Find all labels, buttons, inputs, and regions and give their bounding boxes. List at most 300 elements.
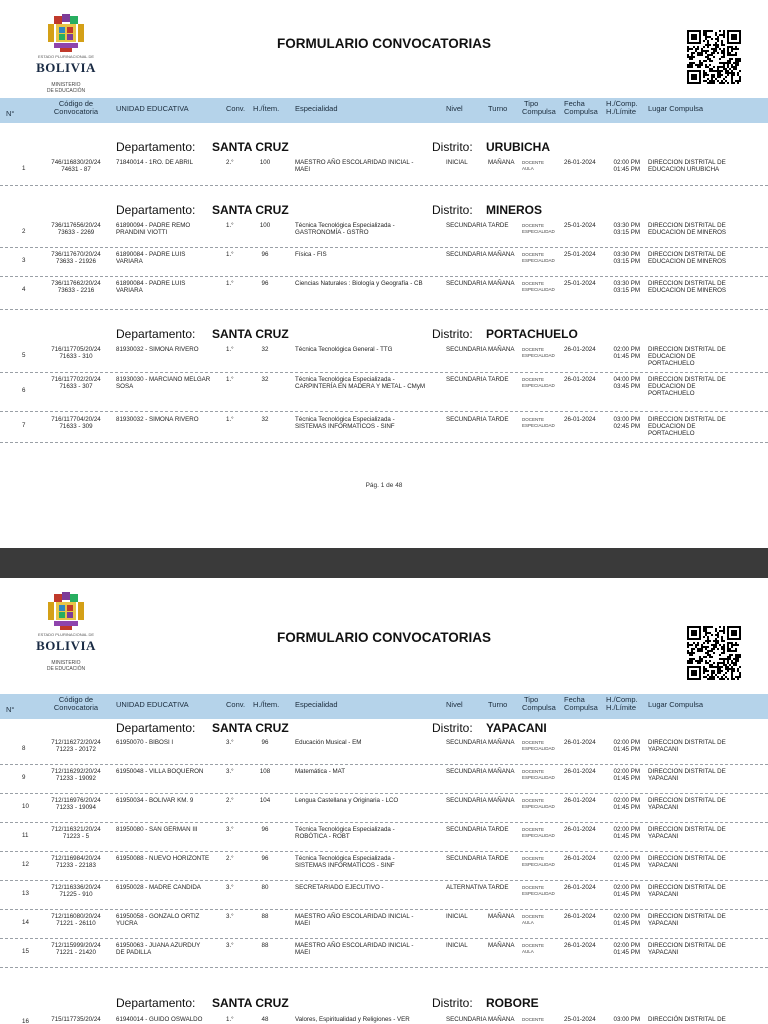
row-hora-1: 02:00 PM [613,942,640,949]
table-header [0,98,768,123]
row-tipo [522,943,558,954]
row-lugar [648,1016,756,1023]
row-lugar-1: DIRECCION DISTRITAL DE [648,797,726,804]
row-lugar-2: YAPACANI [648,949,679,956]
dept-name: SANTA CRUZ [212,721,289,735]
row-especialidad [295,1016,443,1023]
row-code [44,159,108,173]
row-unidad-1: 61950058 - GONZALO ORTIZ [116,913,200,920]
row-especialidad [295,884,443,891]
row-item: 96 [261,280,269,287]
row-lugar-2: YAPACANI [648,775,679,782]
row-code [44,346,108,360]
row-lugar [648,376,756,397]
row-lugar-1: DIRECCION DISTRITAL DE [648,251,726,258]
table-row [0,883,768,910]
row-unidad [116,346,224,353]
row-lugar [648,942,756,956]
row-tipo-1: DOCENTE [522,827,545,832]
row-esp-2: GASTRONOMÍA - GSTRO [295,229,369,236]
row-nivel: SECUNDARIA [446,797,487,804]
row-especialidad [295,797,443,804]
row-hora-1: 02:00 PM [613,768,640,775]
row-item: 104 [259,797,271,804]
row-hora-1: 04:00 PM [613,376,640,383]
qr-code-icon [687,30,741,84]
row-tipo-1: DOCENTE [522,885,545,890]
row-turno: MAÑANA [488,346,515,353]
row-unidad-1: 81930030 - MARCIANO MELGAR [116,376,211,383]
row-code [44,913,108,927]
row-esp-1: Técnica Tecnológica Especializada - [295,376,395,383]
col-fecha-2: Compulsa [564,703,598,712]
row-code [44,251,108,265]
col-item: H./Ítem. [253,104,280,113]
table-header [0,694,768,719]
row-lugar-2: YAPACANI [648,746,679,753]
row-tipo [522,223,558,234]
row-item: 100 [259,222,271,229]
row-tipo-2: ESPECIALIDAD [522,832,555,838]
col-fecha-1: Fecha [564,695,585,704]
row-lugar-2: EDUCACION DE MINEROS [648,229,727,236]
row-code-2: 73633 - 21926 [56,258,96,265]
row-code [44,884,108,898]
row-lugar-2: EDUCACION DE MINEROS [648,258,727,265]
row-conv: 2.° [226,797,234,804]
row-lugar-1: DIRECCION DISTRITAL DE [648,826,726,833]
row-turno: MAÑANA [488,942,515,949]
row-esp-1: MAESTRO AÑO ESCOLARIDAD INICIAL - [295,942,414,949]
row-tipo [522,347,558,358]
row-number: 10 [22,803,29,810]
logo-state-label: ESTADO PLURINACIONAL DE [37,632,94,637]
col-codigo-2: Convocatoria [53,107,99,116]
row-lugar-2: YAPACANI [648,920,679,927]
row-turno: MAÑANA [488,280,515,287]
row-tipo [522,252,558,263]
col-especialidad: Especialidad [295,700,338,709]
row-code-2: 71233 - 19092 [56,775,96,782]
row-unidad-1: 71840014 - 1RO. DE ABRIL [116,159,194,166]
row-code [44,855,108,869]
table-row [0,738,768,765]
row-fecha: 26-01-2024 [564,739,596,746]
page-number: Pág. 1 de 48 [365,482,403,489]
row-hora [606,346,640,360]
col-item: H./Ítem. [253,700,280,709]
row-hora [606,797,640,811]
row-conv: 1.° [226,1016,234,1023]
row-code-2: 71233 - 19094 [56,804,96,811]
row-esp-1: Técnica Tecnológica Especializada - [295,416,395,423]
row-item: 88 [261,942,269,949]
row-hora-2: 01:45 PM [613,949,640,956]
row-code-2: 71223 - 5 [62,833,90,840]
row-lugar-1: DIRECCION DISTRITAL DE [648,913,726,920]
row-code-1: 716/117705/20/24 [51,346,101,353]
row-tipo-1: DOCENTE [522,769,545,774]
row-number: 6 [22,387,26,394]
row-esp-1: Técnica Tecnológica General - TTG [295,346,393,353]
row-code [44,222,108,236]
row-esp-2: MAEI [295,166,311,173]
dept-name: SANTA CRUZ [212,327,289,341]
row-unidad-1: 61890094 - PADRE REMO [116,222,191,229]
col-n: N° [6,705,15,714]
table-row [0,158,768,186]
row-lugar [648,280,756,294]
row-code [44,768,108,782]
table-row [0,1015,768,1024]
row-unidad-2: YUCRA [116,920,138,927]
row-tipo [522,1017,558,1023]
row-unidad-1: 61950070 - BIBOSI I [116,739,174,746]
row-conv: 3.° [226,913,234,920]
row-especialidad [295,942,443,956]
row-hora-1: 02:00 PM [613,826,640,833]
row-tipo-1: DOCENTE [522,281,545,286]
row-hora-2: 03:45 PM [613,383,640,390]
row-esp-2: SISTEMAS INFORMATICOS - SINF [295,862,395,869]
row-unidad-1: 61950034 - BOLIVAR KM. 9 [116,797,194,804]
row-hora [606,159,640,173]
row-nivel: INICIAL [446,942,468,949]
row-tipo [522,914,558,925]
row-tipo-2: ESPECIALIDAD [522,382,555,388]
row-code-1: 712/116984/20/24 [51,855,101,862]
row-code-1: 736/117662/20/24 [51,280,101,287]
row-esp-1: Valores, Espiritualidad y Religiones - VER [295,1016,410,1023]
row-tipo [522,856,558,867]
row-nivel: SECUNDARIA [446,855,487,862]
row-conv: 1.° [226,376,234,383]
row-tipo-2: ESPECIALIDAD [522,228,555,234]
row-lugar-2: EDUCACION DE [648,383,696,390]
row-code-1: 736/117670/20/24 [51,251,101,258]
col-hcomp-2: H./Límite [606,107,637,116]
col-conv: Conv. [226,104,246,113]
table-row [0,767,768,794]
row-unidad-1: 61890084 - PADRE LUIS [116,280,186,287]
row-hora-1: 02:00 PM [613,855,640,862]
dept-label: Departamento: [116,996,196,1010]
row-conv: 1.° [226,416,234,423]
dept-name: SANTA CRUZ [212,140,289,154]
row-number: 13 [22,890,29,897]
row-code-2: 73633 - 2269 [57,229,95,236]
row-code [44,416,108,430]
district-label: Distrito: [432,721,473,735]
row-lugar-1: DIRECCION DISTRITAL DE [648,416,726,423]
row-item: 96 [261,855,269,862]
row-fecha: 26-01-2024 [564,797,596,804]
row-tipo-1: DOCENTE [522,914,545,919]
row-especialidad [295,826,443,840]
row-conv: 1.° [226,346,234,353]
row-code-2: 71633 - 309 [59,423,93,430]
row-lugar-3: PORTACHUELO [648,390,695,397]
row-number: 15 [22,948,29,955]
row-unidad-2: SOSA [116,383,134,390]
row-lugar-3: PORTACHUELO [648,360,695,367]
row-unidad-1: 61950088 - NUEVO HORIZONTE [116,855,210,862]
row-fecha: 25-01-2024 [564,222,596,229]
row-item: 32 [261,376,269,383]
row-especialidad [295,159,443,173]
row-item: 80 [261,884,269,891]
row-tipo-2: ESPECIALIDAD [522,890,555,896]
row-fecha: 26-01-2024 [564,884,596,891]
logo-ministry-line-2: DE EDUCACIÓN [46,88,86,94]
row-code-1: 712/116336/20/24 [51,884,101,891]
row-hora [606,251,640,265]
row-esp-2: ROBÓTICA - ROBT [295,833,350,840]
row-lugar [648,159,756,173]
dept-label: Departamento: [116,140,196,154]
row-conv: 1.° [226,251,234,258]
row-tipo-2: AULA [522,165,534,171]
row-nivel: INICIAL [446,913,468,920]
logo-country: BOLIVIA [36,638,96,653]
table-row [0,221,768,248]
row-code-2: 71223 - 20172 [56,746,96,753]
district-label: Distrito: [432,996,473,1010]
row-lugar-2: EDUCACION DE [648,353,696,360]
row-unidad-1: 61950063 - JUANA AZURDUY [116,942,201,949]
row-unidad [116,159,224,166]
row-unidad-2: DE PADILLA [116,949,152,956]
table-row [0,941,768,968]
row-tipo-2: ESPECIALIDAD [522,352,555,358]
row-especialidad [295,416,443,430]
row-code-1: 712/116292/20/24 [51,768,101,775]
row-tipo [522,377,558,388]
row-fecha: 26-01-2024 [564,942,596,949]
row-code-1: 746/116830/20/24 [51,159,101,166]
row-tipo [522,740,558,751]
row-nivel: SECUNDARIA [446,1016,487,1023]
row-item: 96 [261,739,269,746]
row-tipo-1: DOCENTE [522,223,545,228]
col-unidad: UNIDAD EDUCATIVA [116,700,189,709]
table-row [0,279,768,310]
row-lugar [648,346,756,367]
row-code-2: 71233 - 22183 [56,862,96,869]
row-tipo-1: DOCENTE [522,417,545,422]
table-row [0,250,768,277]
row-hora-2: 01:45 PM [613,862,640,869]
row-tipo-1: DOCENTE [522,1017,545,1022]
row-code [44,797,108,811]
row-number: 9 [22,774,26,781]
logo-ministry-line-2: DE EDUCACIÓN [46,666,86,672]
logo-state-label: ESTADO PLURINACIONAL DE [37,54,94,59]
row-conv: 3.° [226,884,234,891]
row-unidad [116,768,224,775]
row-lugar-1: DIRECCION DISTRITAL DE [648,280,726,287]
row-item: 96 [261,251,269,258]
district-label: Distrito: [432,140,473,154]
row-hora [606,739,640,753]
col-lugar: Lugar Compulsa [648,700,704,709]
page-title: FORMULARIO CONVOCATORIAS [277,36,491,51]
row-lugar-1: DIRECCION DISTRITAL DE [648,884,726,891]
col-hcomp-1: H./Comp. [606,695,638,704]
row-hora-2: 01:45 PM [613,833,640,840]
row-unidad-1: 81930032 - SIMONA RIVERO [116,346,199,353]
row-code [44,739,108,753]
row-turno: TARDE [488,222,509,229]
row-hora [606,280,640,294]
row-hora [606,942,640,956]
row-item: 88 [261,913,269,920]
row-hora-1: 03:00 PM [613,416,640,423]
row-lugar-1: DIRECCION DISTRITAL DE [648,942,726,949]
table-row [0,854,768,881]
row-lugar [648,884,756,898]
row-hora-1: 02:00 PM [613,913,640,920]
row-especialidad [295,768,443,775]
row-conv: 2.° [226,159,234,166]
row-conv: 2.° [226,855,234,862]
row-tipo-1: DOCENTE [522,347,545,352]
row-item: 48 [261,1016,269,1023]
dept-name: SANTA CRUZ [212,203,289,217]
row-hora [606,416,640,430]
row-esp-1: MAESTRO AÑO ESCOLARIDAD INICIAL - [295,913,414,920]
row-esp-2: CARPINTERÍA EN MADERA Y METAL - CMyM [295,383,426,390]
district-heading [0,326,768,342]
row-fecha: 26-01-2024 [564,159,596,166]
row-especialidad [295,346,443,353]
row-unidad [116,797,224,804]
row-hora-2: 01:45 PM [613,166,640,173]
row-lugar-1: DIRECCION DISTRITAL DE [648,376,726,383]
logo-ministry-line-1: MINISTERIO [51,660,81,666]
row-hora [606,913,640,927]
row-lugar [648,768,756,782]
table-row [0,796,768,823]
row-hora [606,376,640,390]
row-nivel: SECUNDARIA [446,376,487,383]
row-lugar-1: DIRECCION DISTRITAL DE [648,855,726,862]
row-unidad [116,376,224,390]
row-code-1: 736/117656/20/24 [51,222,101,229]
row-lugar-3: PORTACHUELO [648,430,695,437]
row-code-1: 716/117704/20/24 [51,416,101,423]
table-row [0,825,768,852]
row-tipo-1: DOCENTE [522,377,545,382]
row-hora [606,222,640,236]
row-turno: MAÑANA [488,159,515,166]
row-lugar-1: DIRECCION DISTRITAL DE [648,768,726,775]
row-fecha: 26-01-2024 [564,826,596,833]
dept-name: SANTA CRUZ [212,996,289,1010]
row-hora-2: 03:15 PM [613,258,640,265]
row-code-1: 715/117735/20/24 [51,1016,101,1023]
row-hora-1: 03:00 PM [613,1016,640,1023]
row-hora-2: 03:15 PM [613,287,640,294]
row-tipo-2: AULA [522,919,534,925]
row-esp-1: Educación Musical - EM [295,739,362,746]
col-especialidad: Especialidad [295,104,338,113]
row-turno: TARDE [488,884,509,891]
col-turno: Turno [488,104,508,113]
row-fecha: 26-01-2024 [564,855,596,862]
district-label: Distrito: [432,203,473,217]
row-lugar-1: DIRECCION DISTRITAL DE [648,222,726,229]
row-esp-1: Ciencias Naturales : Biología y Geografía - CB [295,280,423,287]
row-number: 3 [22,257,26,264]
row-especialidad [295,913,443,927]
row-lugar-2: YAPACANI [648,804,679,811]
row-tipo-2: ESPECIALIDAD [522,745,555,751]
row-turno: MAÑANA [488,768,515,775]
row-hora-1: 02:00 PM [613,739,640,746]
col-conv: Conv. [226,700,246,709]
row-tipo-1: DOCENTE [522,798,545,803]
row-hora-1: 03:30 PM [613,280,640,287]
row-tipo [522,160,558,171]
row-hora [606,768,640,782]
row-esp-1: SECRETARIADO EJECUTIVO - [295,884,384,891]
row-tipo [522,417,558,428]
row-lugar-1: DIRECCION DISTRITAL DE [648,739,726,746]
row-code-2: 73633 - 2216 [57,287,95,294]
document-page-2 [0,578,768,1024]
row-especialidad [295,222,443,236]
col-hcomp-2: H./Límite [606,703,637,712]
district-heading [0,139,768,155]
row-item: 108 [259,768,271,775]
row-lugar [648,251,756,265]
row-nivel: SECUNDARIA [446,222,487,229]
district-name: MINEROS [486,203,543,217]
row-nivel: SECUNDARIA [446,826,487,833]
row-number: 4 [22,286,26,293]
row-fecha: 26-01-2024 [564,768,596,775]
col-tipo-2: Compulsa [522,107,556,116]
row-code-2: 71633 - 310 [59,353,93,360]
row-lugar-2: YAPACANI [648,891,679,898]
row-lugar [648,826,756,840]
row-lugar-1: DIRECCION DISTRITAL DE [648,346,726,353]
row-turno: TARDE [488,855,509,862]
row-nivel: SECUNDARIA [446,346,487,353]
district-name: PORTACHUELO [486,327,578,341]
row-esp-1: Técnica Tecnológica Especializada - [295,222,395,229]
row-number: 5 [22,352,26,359]
dept-label: Departamento: [116,327,196,341]
row-turno: TARDE [488,376,509,383]
table-row [0,345,768,373]
col-hcomp-1: H./Comp. [606,99,638,108]
row-lugar [648,913,756,927]
row-item: 100 [259,159,271,166]
row-nivel: SECUNDARIA [446,280,487,287]
row-tipo-2: ESPECIALIDAD [522,286,555,292]
district-heading [0,995,768,1011]
row-esp-1: Lengua Castellana y Originaria - LCO [295,797,399,804]
row-tipo [522,885,558,896]
table-row [0,912,768,939]
row-code-1: 712/116080/20/24 [51,913,101,920]
row-nivel: SECUNDARIA [446,416,487,423]
row-hora-1: 03:30 PM [613,251,640,258]
row-code [44,376,108,390]
row-turno: MAÑANA [488,797,515,804]
